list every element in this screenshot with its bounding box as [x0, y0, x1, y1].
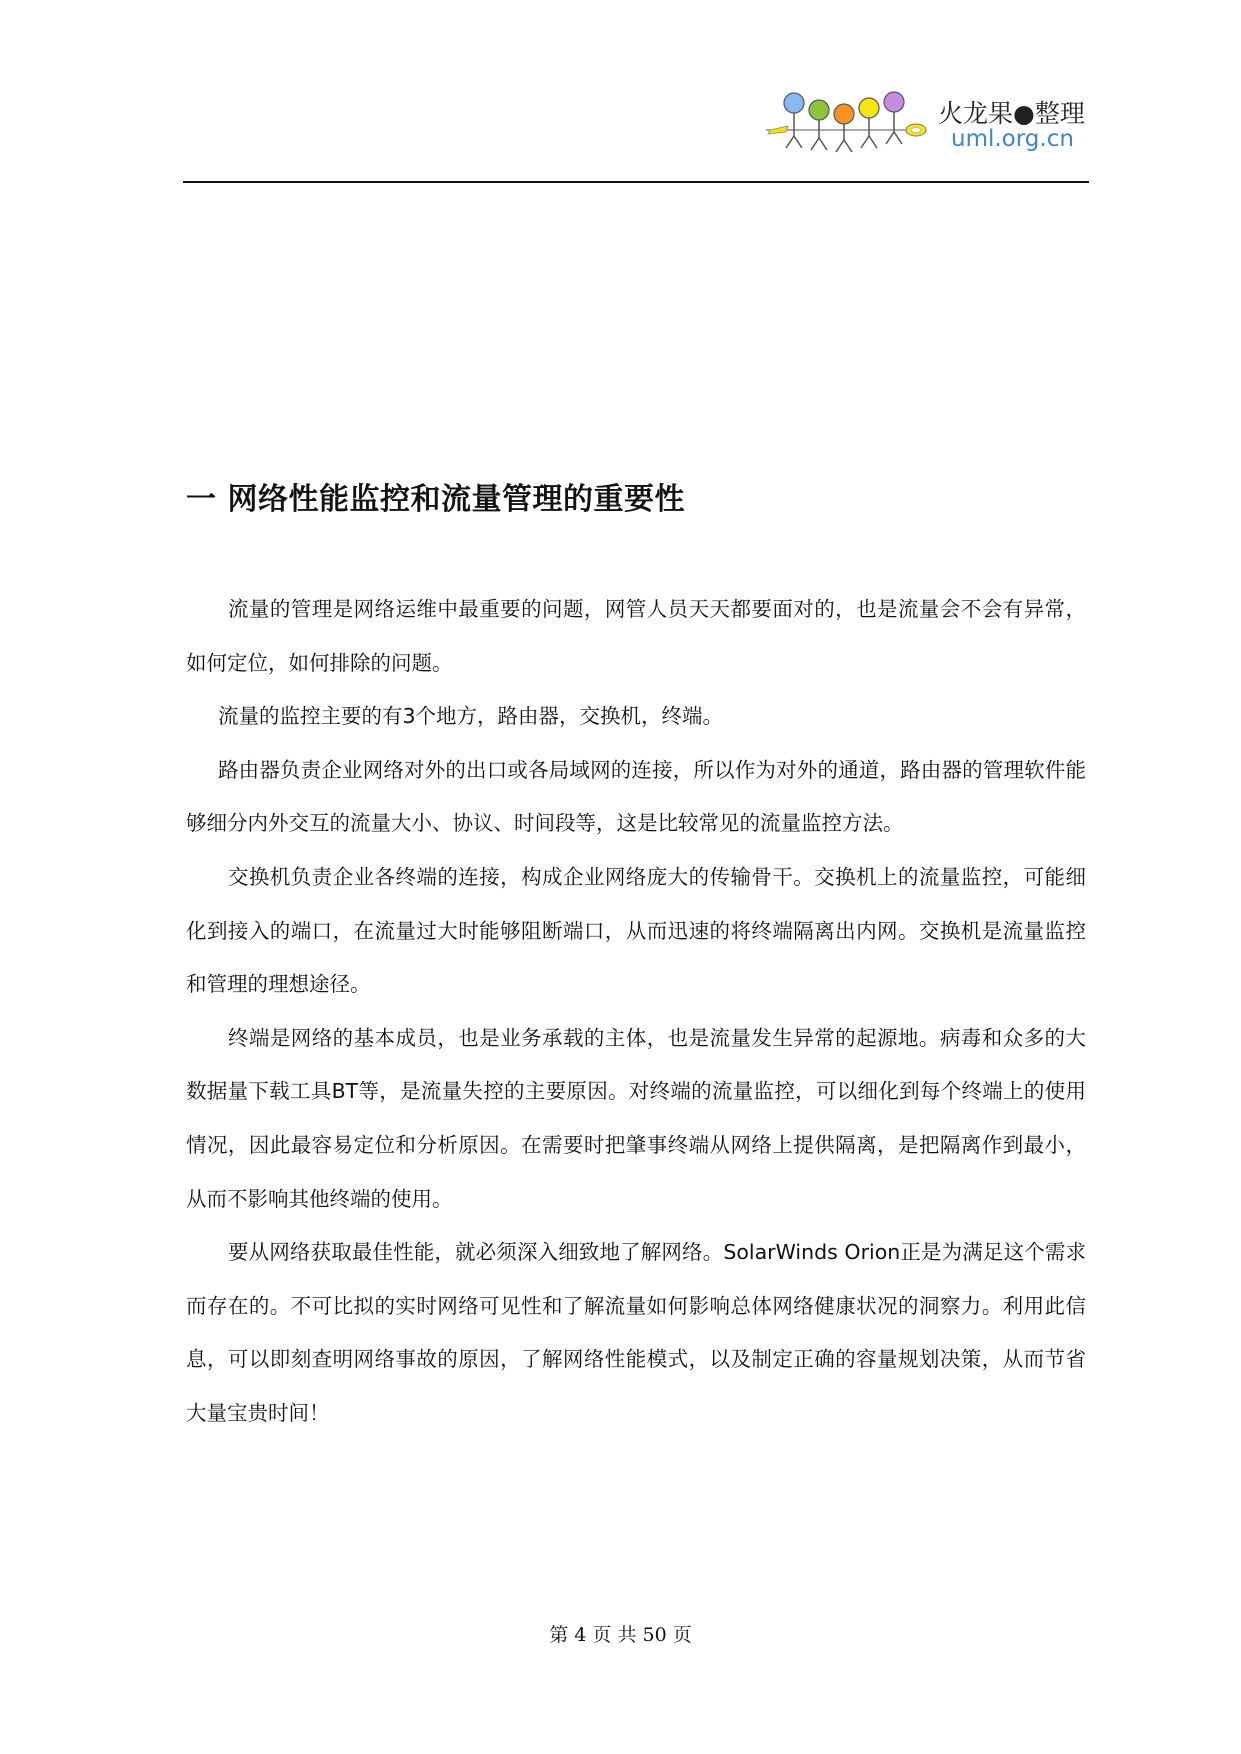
paragraph: 终端是网络的基本成员，也是业务承载的主体，也是流量发生异常的起源地。病毒和众多的大数据量下载工具BT等，是流量失控的主要原因。对终端的流量监控，可以细化到每个终端上的使用情况，因此最容易定位和分析原因。在需要时把肇事终端从网络上提供隔离，是把隔离作到最小，从而不影响其他终端的使用。 — [186, 1025, 1086, 1211]
logo-figures-icon — [766, 90, 938, 160]
body-text — [186, 583, 1086, 1441]
header-divider — [183, 181, 1089, 183]
page-number: 第 4 页 共 50 页 — [549, 1624, 692, 1646]
logo-brand-text: 火龙果●整理 — [938, 99, 1085, 128]
paragraph: 路由器负责企业网络对外的出口或各局域网的连接，所以作为对外的通道，路由器的管理软件能够细分内外交互的流量大小、协议、时间段等，这是比较常见的流量监控方法。 — [186, 757, 1086, 836]
section-heading: 一 网络性能监控和流量管理的重要性 — [186, 482, 685, 517]
paragraph: 交换机负责企业各终端的连接，构成企业网络庞大的传输骨干。交换机上的流量监控，可能细化到接入的端口，在流量过大时能够阻断端口，从而迅速的将终端隔离出内网。交换机是流量监控和管理的理想途径。 — [186, 864, 1086, 997]
paragraph: 要从网络获取最佳性能，就必须深入细致地了解网络。SolarWinds Orion正是为满足这个需求而存在的。不可比拟的实时网络可见性和了解流量如何影响总体网络健康状况的洞察力。利用此信息，可以即刻查明网络事故的原因，了解网络性能模式，以及制定正确的容量规划决策，从而节省大量宝贵时间！ — [186, 1240, 1086, 1425]
site-logo[interactable] — [766, 90, 1086, 162]
logo-url-link[interactable]: uml.org.cn — [951, 126, 1074, 152]
paragraph: 流量的管理是网络运维中最重要的问题，网管人员天天都要面对的，也是流量会不会有异常，如何定位，如何排除的问题。 — [186, 597, 1086, 675]
paragraph: 流量的监控主要的有3个地方，路由器，交换机，终端。 — [218, 704, 724, 729]
